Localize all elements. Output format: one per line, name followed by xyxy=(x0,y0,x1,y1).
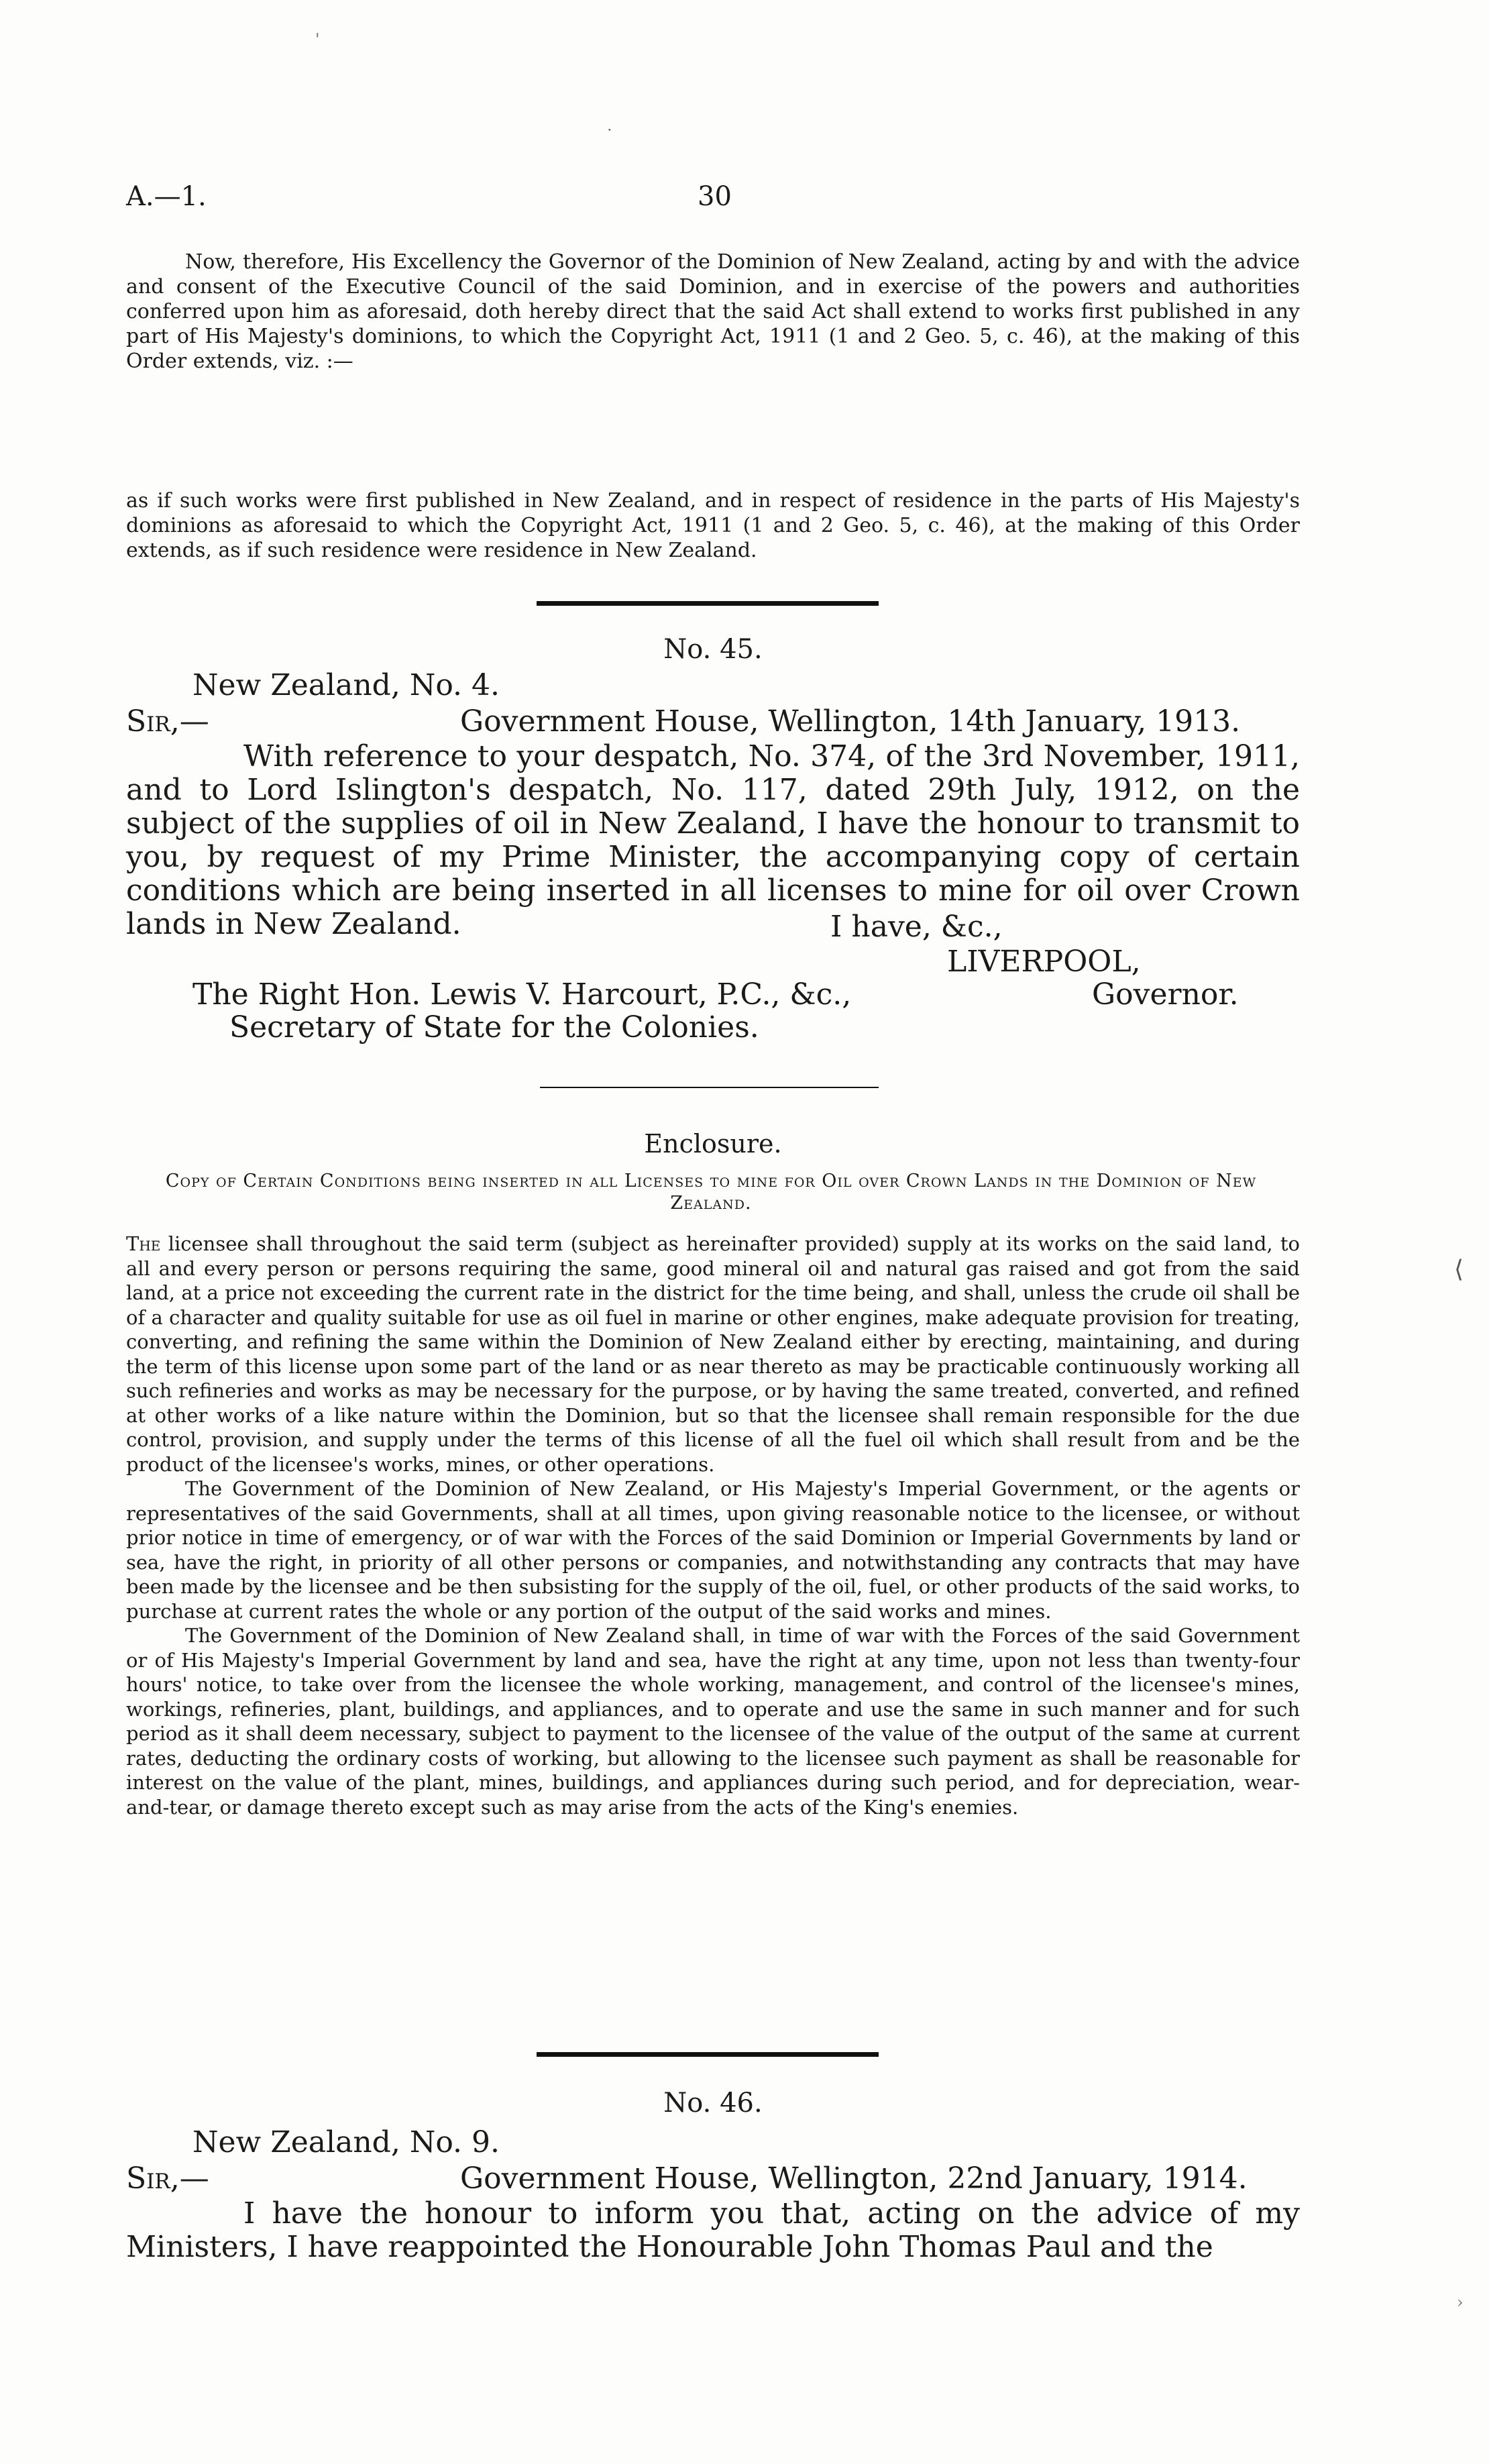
despatch-45-ref: New Zealand, No. 4. xyxy=(192,668,500,702)
despatch-45-recipient-line-1: The Right Hon. Lewis V. Harcourt, P.C., &c., xyxy=(192,977,852,1012)
despatch-45-number: No. 45. xyxy=(663,634,763,665)
scan-speck: · xyxy=(607,121,612,140)
despatch-46-ref: New Zealand, No. 9. xyxy=(192,2125,500,2159)
margin-mark: › xyxy=(1457,2293,1464,2312)
order-paragraph-2: as if such works were first published in New Zealand, and in respect of residence in the parts of His Majesty's dominions as aforesaid to which the Copyright Act, 1911 (1 and 2 Geo. 5, c. 46), at the making of this Order extends, as if such residence were residence in New Zealand. xyxy=(126,489,1300,562)
enclosure-divider xyxy=(540,1087,879,1088)
section-divider xyxy=(537,2052,879,2057)
enclosure-paragraph-3: The Government of the Dominion of New Zealand shall, in time of war with the Forces of the said Government or of His Majesty's Imperial Government by land and sea, have the right at any time, upon not less than twenty-four hours' notice, to take over from the licensee the whole working, management, and control of the licensee's mines, workings, refineries, plant, buildings, and appliances, and to operate and use the same in such manner and for such period as it shall deem necessary, subject to payment to the licensee of the value of the output of the same at current rates, deducting the ordinary costs of working, but allowing to the licensee such payment as shall be reasonable for interest on the value of the plant, mines, buildings, and appliances during such period, and for depreciation, wear-and-tear, or damage thereto except such as may arise from the acts of the King's enemies. xyxy=(126,1624,1300,1819)
series-number: A.—1. xyxy=(126,181,207,212)
margin-mark: ⟨ xyxy=(1454,1256,1464,1283)
despatch-45-signatory: LIVERPOOL, xyxy=(947,945,1141,979)
despatch-45-address-date: Government House, Wellington, 14th January, 1913. xyxy=(460,704,1241,739)
despatch-46-number: No. 46. xyxy=(663,2088,763,2119)
enclosure-paragraph-1: The licensee shall throughout the said term (subject as hereinafter provided) supply at its works on the said land, to all and every person or persons requiring the same, good mineral oil and natural gas raised and got from the said land, at a price not exceeding the current rate in the district for the time being, and shall, unless the crude oil shall be of a character and quality suitable for use as oil fuel in marine or other engines, make adequate provision for treating, converting, and refining the same within the Dominion of New Zealand either by erecting, maintaining, and during the term of this license upon some part of the land or as near thereto as may be practicable continuously working all such refineries and works as may be necessary for the purpose, or by having the same treated, converted, and refined at other works of a like nature within the Dominion, but so that the licensee shall remain responsible for the due control, provision, and supply under the terms of this license of all the fuel oil which shall result from and be the product of the licensee's works, mines, or other operations. xyxy=(126,1232,1301,1476)
enclosure-paragraph-2: The Government of the Dominion of New Zealand, or His Majesty's Imperial Government, or the agents or representatives of the said Governments, shall at all times, upon giving reasonable notice to the licensee, or without prior notice in time of emergency, or of war with the Forces of the said Dominion or Imperial Governments by land or sea, have the right, in priority of all other persons or companies, and notwithstanding any contracts that may have been made by the licensee and be then subsisting for the supply of the oil, fuel, or other products of the said works, to purchase at current rates the whole or any portion of the output of the said works and mines. xyxy=(126,1477,1300,1623)
despatch-45-signatory-title: Governor. xyxy=(1092,977,1239,1012)
enclosure-lead-word: The xyxy=(126,1232,161,1255)
despatch-45-body: With reference to your despatch, No. 374, of the 3rd November, 1911, and to Lord Islington's despatch, No. 117, dated 29th July, 1912, on the subject of the supplies of oil in New Zealand, I have the honour to transmit to you, by request of my Prime Minister, the accompanying copy of certain conditions which are being inserted in all licenses to mine for oil over Crown lands in New Zealand. xyxy=(126,739,1300,941)
despatch-45-closing: I have, &c., xyxy=(830,910,1003,944)
page-number: 30 xyxy=(698,181,732,212)
enclosure-title: Enclosure. xyxy=(644,1129,782,1159)
despatch-45-recipient-line-2: Secretary of State for the Colonies. xyxy=(229,1010,759,1044)
scan-speck: ' xyxy=(315,30,320,49)
order-paragraph-1: Now, therefore, His Excellency the Governor of the Dominion of New Zealand, acting by and with the advice and consent of the Executive Council of the said Dominion, and in exercise of the powers and authorities conferred upon him as aforesaid, doth hereby direct that the said Act shall extend to works first published in any part of His Majesty's dominions, to which the Copyright Act, 1911 (1 and 2 Geo. 5, c. 46), at the making of this Order extends, viz. :— xyxy=(126,250,1300,373)
despatch-46-salutation: Sir,— xyxy=(126,2161,209,2196)
enclosure-heading: Copy of Certain Conditions being inserted in all Licenses to mine for Oil over Crown Lands in the Dominion of New Zealand. xyxy=(165,1171,1257,1214)
section-divider xyxy=(537,601,879,606)
despatch-46-body: I have the honour to inform you that, acting on the advice of my Ministers, I have reappointed the Honourable John Thomas Paul and the xyxy=(126,2196,1300,2264)
despatch-45-salutation: Sir,— xyxy=(126,704,209,739)
enclosure-conditions xyxy=(126,1232,1300,1819)
despatch-46-address-date: Government House, Wellington, 22nd January, 1914. xyxy=(460,2161,1248,2196)
